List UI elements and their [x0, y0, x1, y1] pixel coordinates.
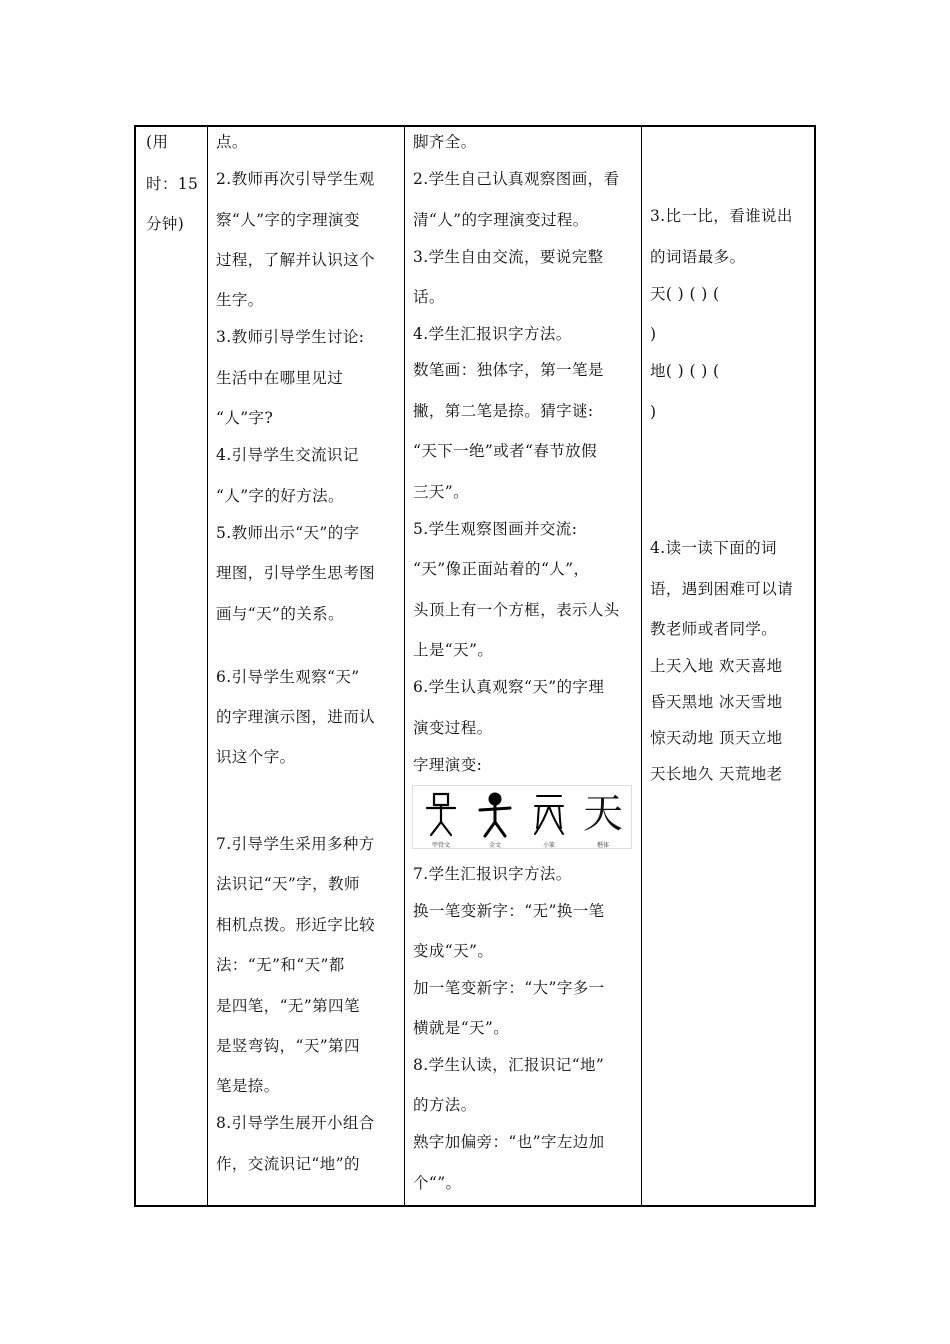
text-line: 4.学生汇报识字方法。 — [413, 325, 572, 343]
text-line: 察“人”字的字理演变 — [216, 211, 360, 229]
text-line: 演变过程。 — [413, 719, 493, 737]
text-line: “天下一绝”或者“春节放假 — [413, 442, 597, 460]
text-line: “人”字的好方法。 — [216, 487, 344, 505]
text-line: (用 — [146, 133, 169, 151]
text-line: 天长地久 天荒地老 — [650, 765, 783, 783]
text-line: 变成“天”。 — [413, 942, 494, 960]
text-line: 地( ) ( ) ( — [650, 362, 720, 380]
text-line: 4.读一读下面的词 — [650, 539, 777, 557]
text-line: 4.引导学生交流识记 — [216, 446, 359, 464]
text-line: “人”字? — [216, 409, 274, 427]
text-line: 画与“天”的关系。 — [216, 605, 344, 623]
text-line: 头顶上有一个方框，表示人头 — [413, 601, 620, 619]
text-line: 法识记“天”字，教师 — [216, 875, 360, 893]
text-line: 个“”。 — [413, 1174, 462, 1192]
text-line: 过程，了解并认识这个 — [216, 251, 376, 269]
text-line: 生字。 — [216, 291, 264, 309]
text-line: 时：15 — [146, 175, 199, 193]
character-evolution-figure — [412, 785, 632, 849]
text-line: 上天入地 欢天喜地 — [650, 657, 783, 675]
column-divider — [641, 127, 642, 1205]
text-line: 上是“天”。 — [413, 641, 494, 659]
text-line: 的方法。 — [413, 1096, 477, 1114]
text-line: 教老师或者同学。 — [650, 620, 778, 638]
glyph-label: 金文 — [488, 842, 501, 849]
text-line: 6.学生认真观察“天”的字理 — [413, 678, 605, 696]
text-line: 的词语最多。 — [650, 248, 746, 266]
text-line: 识这个字。 — [216, 748, 296, 766]
text-line: 3.比一比，看谁说出 — [650, 207, 793, 225]
regular-script-char: 天 — [583, 791, 623, 837]
text-line: 7.引导学生采用多种方 — [216, 835, 375, 853]
text-line: 脚齐全。 — [413, 133, 477, 151]
text-line: 分钟) — [146, 215, 185, 233]
text-line: 是四笔，“无”第四笔 — [216, 997, 360, 1015]
text-line: 点。 — [216, 133, 248, 151]
text-line: 法：“无”和“天”都 — [216, 956, 345, 974]
glyph-label: 楷体 — [596, 842, 609, 849]
text-line: “天”像正面站着的“人”， — [413, 560, 590, 578]
text-line: 横就是“天”。 — [413, 1019, 510, 1037]
text-line: ) — [650, 325, 657, 343]
text-line: 7.学生汇报识字方法。 — [413, 865, 572, 883]
text-line: 5.教师出示“天”的字 — [216, 524, 360, 542]
text-line: 的字理演示图，进而认 — [216, 708, 376, 726]
text-line: 换一笔变新字：“无”换一笔 — [413, 902, 605, 920]
text-line: 相机点拨。形近字比较 — [216, 916, 376, 934]
text-line: 2.教师再次引导学生观 — [216, 170, 375, 188]
lesson-table — [134, 125, 816, 1207]
glyph-label: 小篆 — [542, 842, 555, 849]
text-line: 语，遇到困难可以请 — [650, 580, 794, 598]
bronze-glyph — [469, 788, 521, 849]
text-line: 8.学生认读，汇报识记“地” — [413, 1056, 605, 1074]
text-line: 6.引导学生观察“天” — [216, 668, 360, 686]
text-line: 2.学生自己认真观察图画，看 — [413, 170, 620, 188]
text-line: 8.引导学生展开小组合 — [216, 1114, 375, 1132]
text-line: ) — [650, 403, 657, 421]
text-line: 5.学生观察图画并交流: — [413, 520, 578, 538]
text-line: 清“人”的字理演变过程。 — [413, 211, 589, 229]
text-line: 理图，引导学生思考图 — [216, 564, 376, 582]
text-line: 3.学生自由交流，要说完整 — [413, 248, 604, 266]
text-line: 熟字加偏旁：“也”字左边加 — [413, 1133, 605, 1151]
text-line: 生活中在哪里见过 — [216, 369, 344, 387]
column-divider — [404, 127, 405, 1205]
text-line: 字理演变: — [413, 756, 483, 774]
text-line: 笔是捺。 — [216, 1077, 280, 1095]
glyph-label: 甲骨文 — [431, 842, 450, 849]
text-line: 话。 — [413, 288, 445, 306]
text-line: 加一笔变新字：“大”字多一 — [413, 979, 605, 997]
text-line: 撇，第二笔是捺。猜字谜: — [413, 402, 594, 420]
oracle-bone-glyph — [415, 788, 467, 849]
text-line: 作，交流识记“地”的 — [216, 1155, 360, 1173]
regular-script-glyph — [577, 788, 629, 849]
text-line: 是竖弯钩，“天”第四 — [216, 1037, 360, 1055]
text-line: 惊天动地 顶天立地 — [650, 729, 783, 747]
column-divider — [207, 127, 208, 1205]
text-line: 3.教师引导学生讨论: — [216, 328, 365, 346]
text-line: 数笔画：独体字，第一笔是 — [413, 361, 604, 379]
text-line: 天( ) ( ) ( — [650, 285, 720, 303]
text-line: 昏天黑地 冰天雪地 — [650, 693, 783, 711]
text-line: 三天”。 — [413, 483, 470, 501]
seal-script-glyph — [523, 788, 575, 849]
